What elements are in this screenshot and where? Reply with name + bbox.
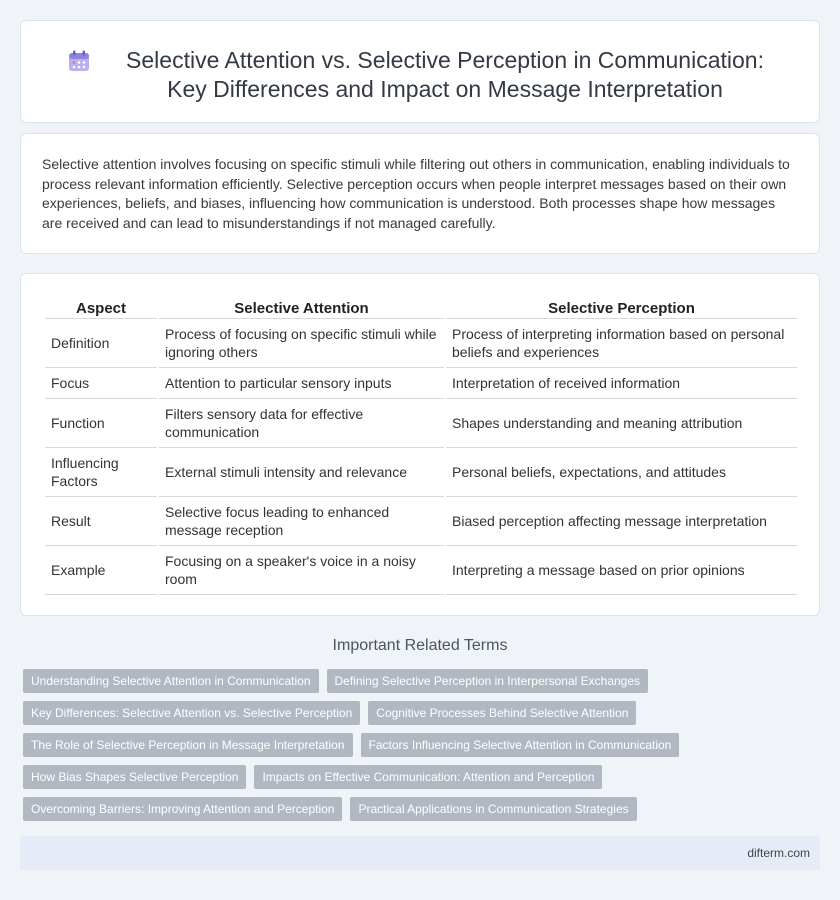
table-cell: Definition (45, 319, 157, 368)
related-term-link[interactable]: Overcoming Barriers: Improving Attention and Perception (23, 797, 342, 821)
related-term-link[interactable]: Factors Influencing Selective Attention in Communication (361, 733, 680, 757)
related-term-link[interactable]: Impacts on Effective Communication: Attention and Perception (254, 765, 602, 789)
related-term-link[interactable]: Cognitive Processes Behind Selective Attention (368, 701, 636, 725)
table-cell: Interpreting a message based on prior opinions (446, 546, 797, 595)
table-cell: Process of interpreting information based on personal beliefs and experiences (446, 319, 797, 368)
table-row (45, 399, 797, 448)
related-term-link[interactable]: Key Differences: Selective Attention vs. Selective Perception (23, 701, 360, 725)
header-aspect: Aspect (45, 296, 157, 319)
comparison-table-card (20, 273, 820, 616)
table-cell: Personal beliefs, expectations, and attitudes (446, 448, 797, 497)
table-cell: Influencing Factors (45, 448, 157, 497)
table-cell: Interpretation of received information (446, 368, 797, 399)
header-card (20, 20, 820, 123)
table-row (45, 546, 797, 595)
related-terms-list (23, 669, 803, 829)
table-row (45, 497, 797, 546)
table-row (45, 368, 797, 399)
page-title-line-2: Key Differences and Impact on Message Interpretation (167, 76, 723, 102)
table-row (45, 319, 797, 368)
table-cell: Focus (45, 368, 157, 399)
footer (20, 836, 820, 870)
page-title (61, 46, 789, 104)
table-cell: Example (45, 546, 157, 595)
table-cell: Filters sensory data for effective communication (159, 399, 444, 448)
table-cell: Result (45, 497, 157, 546)
table-cell: Process of focusing on specific stimuli while ignoring others (159, 319, 444, 368)
related-term-link[interactable]: How Bias Shapes Selective Perception (23, 765, 246, 789)
header-selective-perception: Selective Perception (446, 296, 797, 319)
table-cell: Selective focus leading to enhanced message reception (159, 497, 444, 546)
header-selective-attention: Selective Attention (159, 296, 444, 319)
table-cell: Attention to particular sensory inputs (159, 368, 444, 399)
table-cell: Biased perception affecting message interpretation (446, 497, 797, 546)
comparison-table (43, 296, 799, 595)
footer-site-link[interactable]: difterm.com (747, 846, 810, 860)
related-term-link[interactable]: Defining Selective Perception in Interpersonal Exchanges (327, 669, 649, 693)
intro-card (20, 133, 820, 254)
table-cell: Shapes understanding and meaning attribution (446, 399, 797, 448)
table-cell: Focusing on a speaker's voice in a noisy room (159, 546, 444, 595)
page-title-line-1: Selective Attention vs. Selective Perception in Communication: (126, 47, 764, 73)
intro-paragraph: Selective attention involves focusing on specific stimuli while filtering out others in communication, enabling individuals to process relevant information efficiently. Selective perception occurs when people interpret messages based on their own experiences, beliefs, and biases, influencing how communication is understood. Both processes shape how messages are received and can lead to misunderstandings if not managed carefully. (42, 156, 790, 231)
related-term-link[interactable]: Understanding Selective Attention in Communication (23, 669, 319, 693)
table-row (45, 448, 797, 497)
related-terms-title: Important Related Terms (332, 637, 508, 654)
table-header-row (45, 296, 797, 319)
related-term-link[interactable]: The Role of Selective Perception in Message Interpretation (23, 733, 353, 757)
related-term-link[interactable]: Practical Applications in Communication Strategies (350, 797, 636, 821)
table-cell: External stimuli intensity and relevance (159, 448, 444, 497)
table-cell: Function (45, 399, 157, 448)
